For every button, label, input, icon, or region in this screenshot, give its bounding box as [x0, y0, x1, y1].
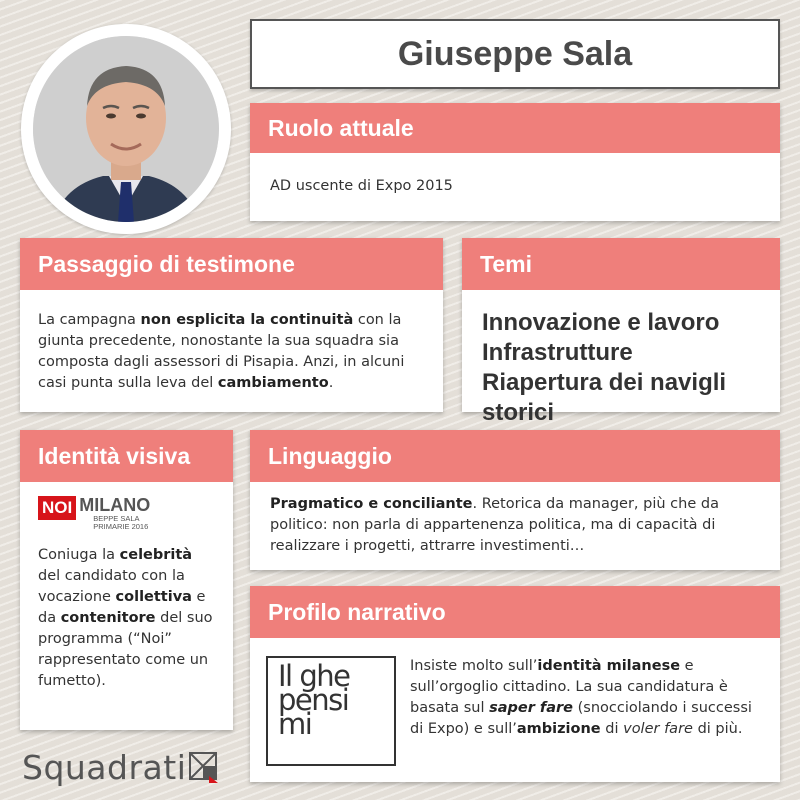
ruolo-text: AD uscente di Expo 2015 — [270, 178, 453, 194]
brand-mark-icon — [189, 752, 219, 784]
temi-list — [462, 290, 780, 446]
slogan-line: Il ghe — [278, 659, 350, 693]
linguaggio-text: Pragmatico e conciliante. Retorica da manager, più che da politico: non parla di appartenenza politica, ma di capacità di realizzare i progetti, attrarre investimenti… — [270, 496, 719, 554]
ruolo-header: Ruolo attuale — [250, 103, 780, 153]
tema-item: Innovazione e lavoro — [482, 309, 720, 336]
passaggio-card — [20, 238, 443, 412]
slogan-line: pensi — [278, 683, 349, 717]
portrait-frame — [21, 24, 231, 234]
logo-milano: MILANO — [79, 495, 151, 515]
temi-header: Temi — [462, 238, 780, 290]
tema-item: Riapertura dei navigli storici — [482, 369, 727, 426]
logo-line1: BEPPE SALA — [93, 514, 140, 523]
passaggio-header: Passaggio di testimone — [20, 238, 443, 290]
campaign-logo — [20, 482, 233, 531]
identita-text: Coniuga la celebrità del candidato con la vocazione collettiva e da contenitore del suo programma (“Noi” rappresentato come un fumetto). — [38, 547, 213, 689]
passaggio-text: La campagna non esplicita la continuità con la giunta precedente, nonostante la sua squadra sia composta dagli assessori di Pisapia. Anzi, in alcuni casi punta sulla leva del cambiamento. — [38, 312, 405, 391]
page-title: Giuseppe Sala — [397, 34, 633, 73]
ruolo-card — [250, 103, 780, 221]
profilo-header: Profilo narrativo — [250, 586, 780, 638]
slogan-box — [266, 656, 396, 766]
brand-name: Squadrati — [22, 748, 187, 787]
logo-line2: PRIMARIE 2016 — [93, 522, 149, 531]
slogan-line: mi — [278, 707, 312, 741]
linguaggio-card — [250, 430, 780, 570]
candidate-photo — [33, 36, 219, 222]
linguaggio-header: Linguaggio — [250, 430, 780, 482]
brand-logo — [22, 748, 219, 787]
temi-card — [462, 238, 780, 426]
identita-card — [20, 430, 233, 730]
logo-noi: NOI — [38, 496, 76, 520]
profilo-text: Insiste molto sull’identità milanese e sull’orgoglio cittadino. La sua candidatura è basata sul saper fare (snocciolando i successi di Expo) e sull’ambizione di voler fare di più. — [410, 658, 752, 737]
profilo-card — [250, 586, 780, 782]
title-card — [250, 19, 780, 89]
identita-header: Identità visiva — [20, 430, 233, 482]
tema-item: Infrastrutture — [482, 339, 633, 366]
